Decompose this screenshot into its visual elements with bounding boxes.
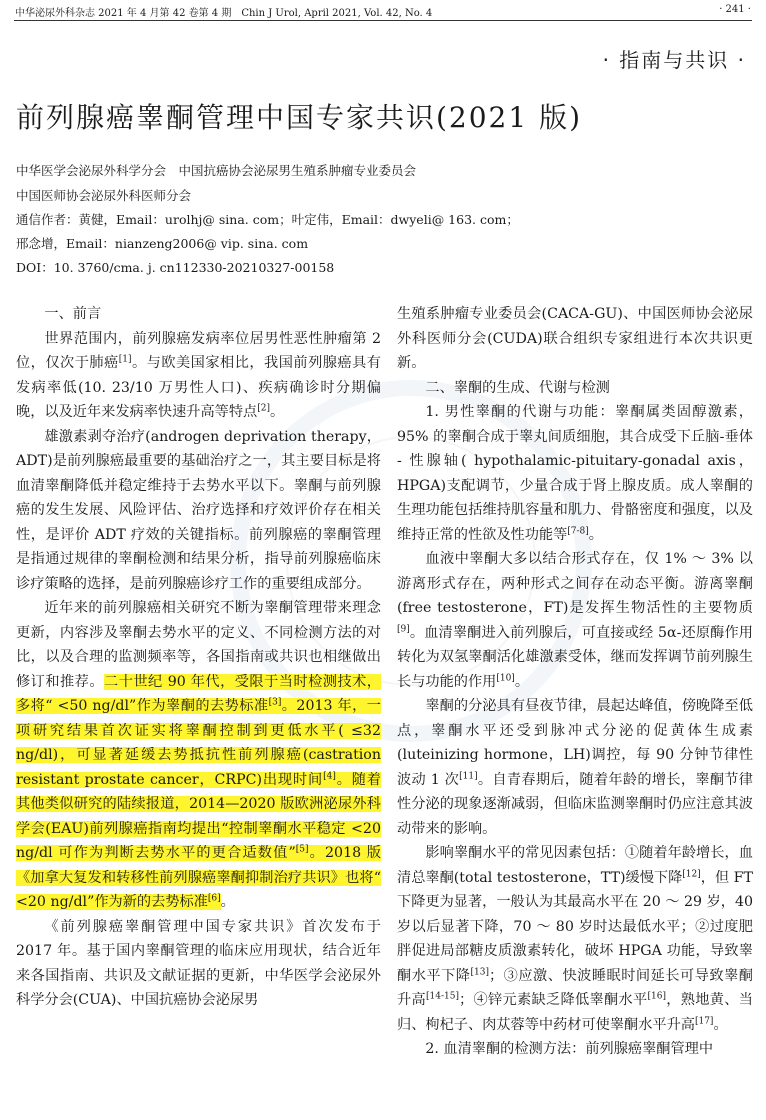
paragraph: 世界范围内，前列腺癌发病率位居男性恶性肿瘤第 2 位，仅次于肺癌[1]。与欧美国家相比，我国前列腺癌具有发病率低(10. 23/10 万男性人口)、疾病确诊时分期偏晚，以及近年来发病率快速升高等特点[2]。 (16, 330, 381, 420)
section-heading-intro: 一、前言 (44, 306, 102, 322)
section-heading-testosterone: 二、睾酮的生成、代谢与检测 (425, 379, 610, 396)
citation: [16] (647, 991, 666, 1002)
author-orgs-line1: 中华医学会泌尿外科学分会 中国抗癌协会泌尿男生殖系肿瘤专业委员会 (16, 163, 417, 178)
citation: [6] (207, 893, 221, 904)
paragraph: 血液中睾酮大多以结合形式存在，仅 1% ～ 3% 以游离形式存在，两种形式之间存在动态平衡。游离睾酮(free testosterone，FT)是发挥生物活性的主要物质[9]。血清睾酮进入前列腺后，可直接或经 5α-还原酶作用转化为双氢睾酮活化雄激素受体，继而发挥调节前列腺生长与功能的作用[10]。 (397, 551, 753, 690)
citation: [17] (694, 1015, 714, 1026)
citation: [1] (118, 354, 132, 365)
citation: [9] (397, 623, 410, 634)
highlighted-text: 二十世纪 90 年代，受限于当时检测技术，多将“ <50 ng/dl”作为睾酮的去势标准[3]。2013 年，一项研究结果首次证实将睾酮控制到更低水平( ≤32 ng/dl)，可显著延缓去势抵抗性前列腺癌(castration resistant prostate cancer，CRPC)出现时间[4]。随着其他类似研究的陆续报道，2014—2020 版欧洲泌尿外科学会(EAU)前列腺癌指南均提出“控制睾酮水平稳定 <20 ng/dl 可作为判断去势水平的更合适数值”[5]。2018 版《加拿大复发和转移性前列腺癌睾酮抑制治疗共识》也将“ <20 ng/dl”作为新的去势标准[6] (16, 673, 381, 910)
citation: [2] (257, 403, 270, 414)
corresponding-authors-line1: 通信作者：黄健，Email：urolhj@ sina. com；叶定伟，Email：dwyeli@ 163. com； (16, 212, 519, 227)
paragraph: 《前列腺癌睾酮管理中国专家共识》首次发布于 2017 年。基于国内睾酮管理的临床应用现状，结合近年来各国指南、共识及文献证据的更新，中华医学会泌尿外科学分会(CUA)、中国抗癌协会泌尿男 (16, 918, 381, 1008)
citation: [12] (682, 868, 701, 879)
paragraph: 2. 血清睾酮的检测方法：前列腺癌睾酮管理中 (425, 1041, 714, 1057)
corresponding-authors-line2: 邢念增，Email：nianzeng2006@ vip. sina. com (16, 236, 309, 251)
paragraph: 1. 男性睾酮的代谢与功能：睾酮属类固醇激素，95% 的睾酮合成于睾丸间质细胞，其合成受下丘脑-垂体 - 性腺轴( hypothalamic-pituitary-gonadal axis，HPGA)支配调节，少量合成于肾上腺皮质。成人睾酮的生理功能包括维持肌容量和肌力、骨骼密度和强度，以及维持正常的性欲及性功能等[7-8]。 (397, 404, 753, 543)
author-orgs-line2: 中国医师协会泌尿外科医师分会 (16, 188, 192, 203)
page-number: · 241 · (719, 4, 751, 15)
citation: [11] (459, 770, 478, 781)
citation: [10] (496, 672, 515, 683)
left-column (16, 302, 381, 1013)
citation: [5] (295, 844, 309, 855)
citation: [14-15] (426, 991, 459, 1002)
section-label: · 指南与共识 · (602, 48, 746, 72)
article-title: 前列腺癌睾酮管理中国专家共识(2021 版) (16, 101, 583, 134)
paragraph: 雄激素剥夺治疗(androgen deprivation therapy，ADT)是前列腺癌最重要的基础治疗之一，其主要目标是将血清睾酮降低并稳定维持于去势水平以下。睾酮与前列腺癌的发生发展、风险评估、治疗选择和疗效评价存在相关性，是评价 ADT 疗效的关键指标。前列腺癌的睾酮管理是指通过规律的睾酮检测和结果分析，指导前列腺癌临床诊疗策略的选择，是前列腺癌诊疗工作的重要组成部分。 (16, 428, 381, 592)
journal-header: 中华泌尿外科杂志 2021 年 4 月第 42 卷第 4 期 Chin J Urol, April 2021, Vol. 42, No. 4 (15, 8, 433, 19)
paragraph: 近年来的前列腺癌相关研究不断为睾酮管理带来理念更新，内容涉及睾酮去势水平的定义、不同检测方法的对比，以及合理的监测频率等，各国指南或共识也相继做出修订和推荐。二十世纪 90 年代，受限于当时检测技术，多将“ <50 ng/dl”作为睾酮的去势标准[3]。2013 年，一项研究结果首次证实将睾酮控制到更低水平( ≤32 ng/dl)，可显著延缓去势抵抗性前列腺癌(castration resistant prostate cancer，CRPC)出现时间[4]。随着其他类似研究的陆续报道，2014—2020 版欧洲泌尿外科学会(EAU)前列腺癌指南均提出“控制睾酮水平稳定 <20 ng/dl 可作为判断去势水平的更合适数值”[5]。2018 版《加拿大复发和转移性前列腺癌睾酮抑制治疗共识》也将“ <20 ng/dl”作为新的去势标准[6]。 (16, 600, 381, 910)
citation: [4] (323, 770, 336, 781)
paragraph: 睾酮的分泌具有昼夜节律，晨起达峰值，傍晚降至低点，睾酮水平还受到脉冲式分泌的促黄体生成素(luteinizing hormone，LH)调控，每 90 分钟节律性波动 1 次[11]。自青春期后，随着年龄的增长，睾酮节律性分泌的现象逐渐减弱，但临床监测睾酮时仍应注意其波动带来的影响。 (397, 698, 753, 837)
header-rule (14, 20, 752, 21)
citation: [7-8] (567, 525, 589, 536)
right-column (397, 302, 753, 1062)
paragraph: 生殖系肿瘤专业委员会(CACA-GU)、中国医师协会泌尿外科医师分会(CUDA)联合组织专家组进行本次共识更新。 (397, 306, 753, 371)
doi: DOI：10. 3760/cma. j. cn112330-20210327-00158 (16, 260, 335, 275)
citation: [13] (470, 966, 489, 977)
citation: [3] (268, 697, 282, 708)
paragraph: 影响睾酮水平的常见因素包括：①随着年龄增长，血清总睾酮(total testosterone，TT)缓慢下降[12]，但 FT 下降更为显著，一般认为其最高水平在 20 ～ 29 岁，40 岁以后显著下降，70 ～ 80 岁时达最低水平；②过度肥胖促进局部糖皮质激素转化，破坏 HPGA 功能，导致睾酮水平下降[13]；③应激、快波睡眠时间延长可导致睾酮升高[14-15]；④锌元素缺乏降低睾酮水平[16]，熟地黄、当归、枸杞子、肉苁蓉等中药材可使睾酮水平升高[17]。 (397, 845, 753, 1033)
